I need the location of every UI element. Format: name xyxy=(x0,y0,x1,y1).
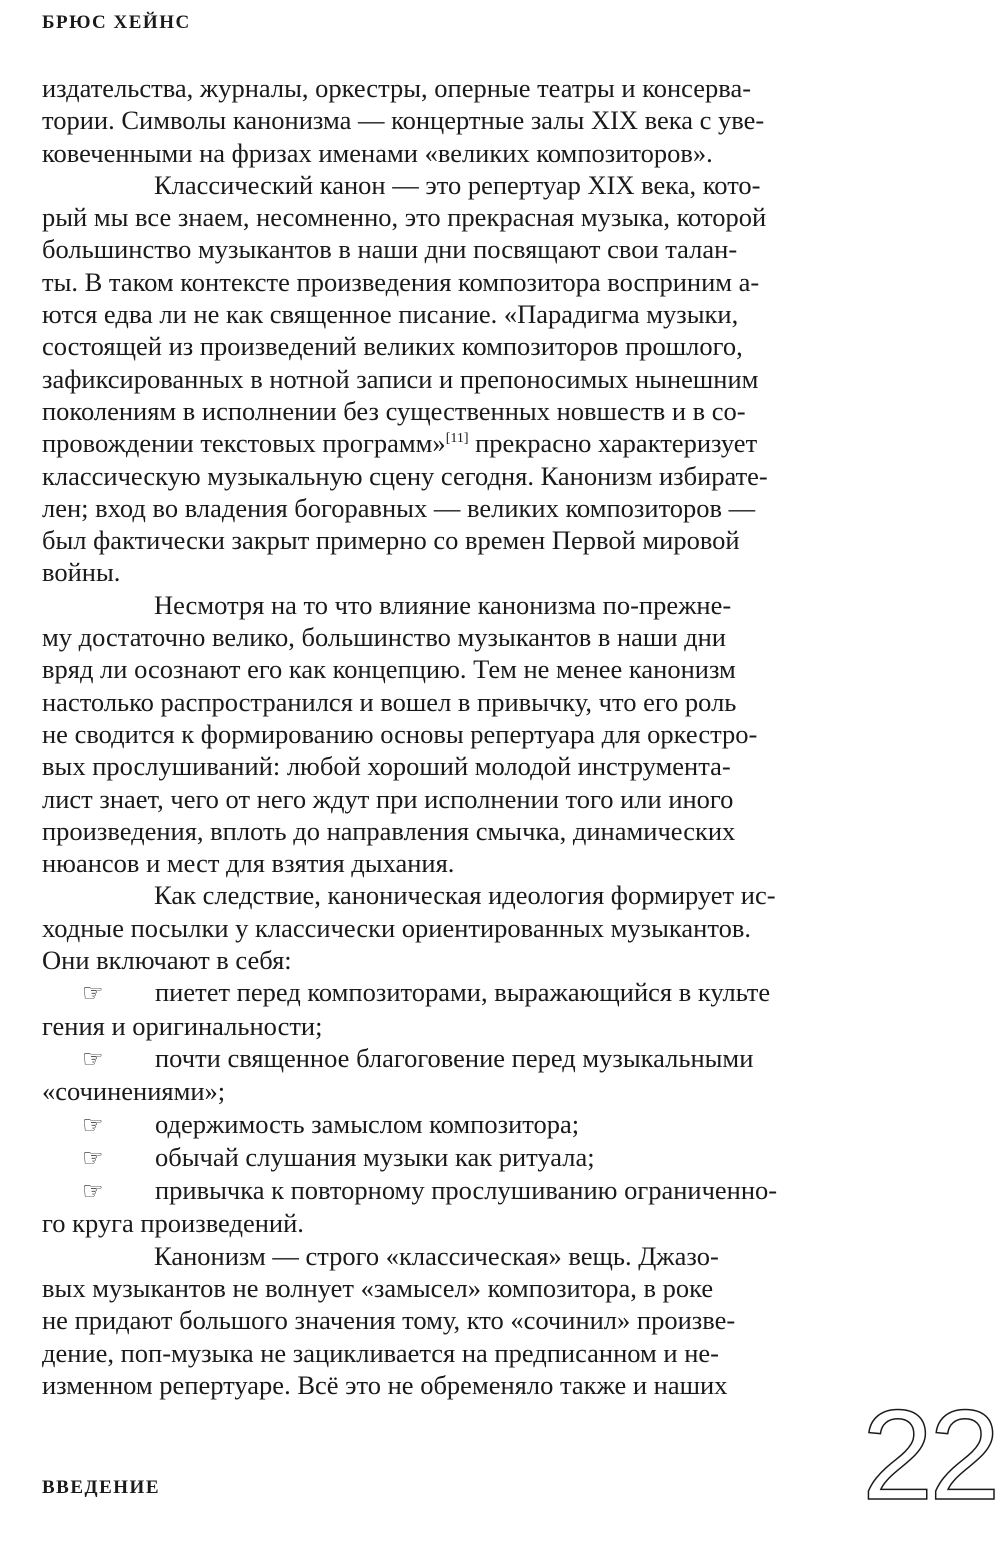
text-line: произведения, вплоть до направления смычка, динамических xyxy=(42,815,736,846)
text-line: не сводится к формированию основы репертуара для оркестро- xyxy=(42,718,758,749)
list-item xyxy=(42,1042,872,1075)
paragraph-start-line: Классический канон — это репертуар XIX века, кото- xyxy=(154,169,761,200)
pointing-hand-icon: ☞ xyxy=(82,1044,104,1073)
text-line: ются едва ли не как священное писание. «Парадигма музыки, xyxy=(42,299,739,330)
footnote-reference[interactable]: [11] xyxy=(445,431,469,447)
list-item-text: пиетет перед композиторами, выражающийся в культе xyxy=(155,977,771,1008)
list-item-text: почти священное благоговение перед музыкальными xyxy=(155,1042,754,1073)
text-line-with-footnote xyxy=(42,427,872,459)
text-line: лист знает, чего от него ждут при исполнении того или иного xyxy=(42,783,734,814)
list-item-text: обычай слушания музыки как ритуала; xyxy=(155,1141,595,1172)
list-item-text: одержимость замыслом композитора; xyxy=(155,1108,580,1139)
list-item-continuation: «сочинениями»; xyxy=(42,1076,226,1107)
text-line: настолько распространился и вошел в привычку, что его роль xyxy=(42,686,737,717)
list-item xyxy=(42,1174,872,1207)
text-line: был фактически закрыт примерно со времен Первой мировой xyxy=(42,525,740,556)
text-line: издательства, журналы, оркестры, оперные театры и консерва- xyxy=(42,73,752,103)
list-item-continuation: гения и оригинальности; xyxy=(42,1010,323,1041)
text-segment: провождении текстовых программ» xyxy=(42,428,446,459)
text-line: поколениям в исполнении без существенных новшеств и в со- xyxy=(42,395,746,426)
list-item-text: привычка к повторному прослушиванию ограниченно- xyxy=(155,1175,778,1206)
pointing-hand-icon: ☞ xyxy=(82,1110,104,1139)
pointing-hand-icon: ☞ xyxy=(82,979,104,1008)
text-line: классическую музыкальную сцену сегодня. Канонизм избирате- xyxy=(42,460,768,491)
page-number: 22 xyxy=(862,1384,997,1527)
text-line: ты. В таком контексте произведения композитора восприним а- xyxy=(42,266,760,297)
list-item xyxy=(42,1108,872,1141)
list-item-continuation: го круга произведений. xyxy=(42,1208,304,1239)
text-line: дение, поп-музыка не зацикливается на предписанном и не- xyxy=(42,1337,720,1368)
pointing-hand-icon: ☞ xyxy=(82,1143,104,1172)
running-foot: ВВЕДЕНИЕ xyxy=(42,1477,160,1498)
text-line: лен; вход во владения богоравных — великих композиторов — xyxy=(42,492,756,523)
text-line: состоящей из произведений великих композиторов прошлого, xyxy=(42,331,743,362)
text-line: рый мы все знаем, несомненно, это прекрасная музыка, которой xyxy=(42,202,767,233)
text-line: ходные посылки у классически ориентированных музыкантов. xyxy=(42,912,751,943)
pointing-hand-icon: ☞ xyxy=(82,1177,104,1206)
paragraph-start-line: Как следствие, каноническая идеология формирует ис- xyxy=(154,880,776,911)
list-item xyxy=(42,1141,872,1174)
text-line: зафиксированных в нотной записи и препоносимых нынешним xyxy=(42,363,759,394)
running-head: БРЮС ХЕЙНС xyxy=(42,12,191,33)
text-line: вых прослушиваний: любой хороший молодой инструмента- xyxy=(42,751,731,782)
text-line: нюансов и мест для взятия дыхания. xyxy=(42,848,455,879)
paragraph-start-line: Несмотря на то что влияние канонизма по-прежне- xyxy=(154,589,732,620)
text-line: не придают большого значения тому, кто «сочинил» произве- xyxy=(42,1305,736,1336)
text-line: изменном репертуаре. Всё это не обременяло также и наших xyxy=(42,1369,728,1400)
text-segment: прекрасно характеризует xyxy=(468,428,758,459)
text-line: му достаточно велико, большинство музыкантов в наши дни xyxy=(42,622,726,653)
text-line: тории. Символы канонизма — концертные залы XIX века с уве- xyxy=(42,105,765,136)
body-text xyxy=(42,72,872,1401)
text-line: большинство музыкантов в наши дни посвящают свои талан- xyxy=(42,234,738,265)
text-line: Они включают в себя: xyxy=(42,945,292,976)
list-item xyxy=(42,976,872,1009)
paragraph-start-line: Канонизм — строго «классическая» вещь. Джазо- xyxy=(154,1240,719,1271)
text-line: войны. xyxy=(42,557,121,588)
text-line: вряд ли осознают его как концепцию. Тем не менее канонизм xyxy=(42,654,736,685)
text-line: ковеченными на фризах именами «великих композиторов». xyxy=(42,137,713,168)
text-line: вых музыкантов не волнует «замысел» композитора, в роке xyxy=(42,1272,714,1303)
